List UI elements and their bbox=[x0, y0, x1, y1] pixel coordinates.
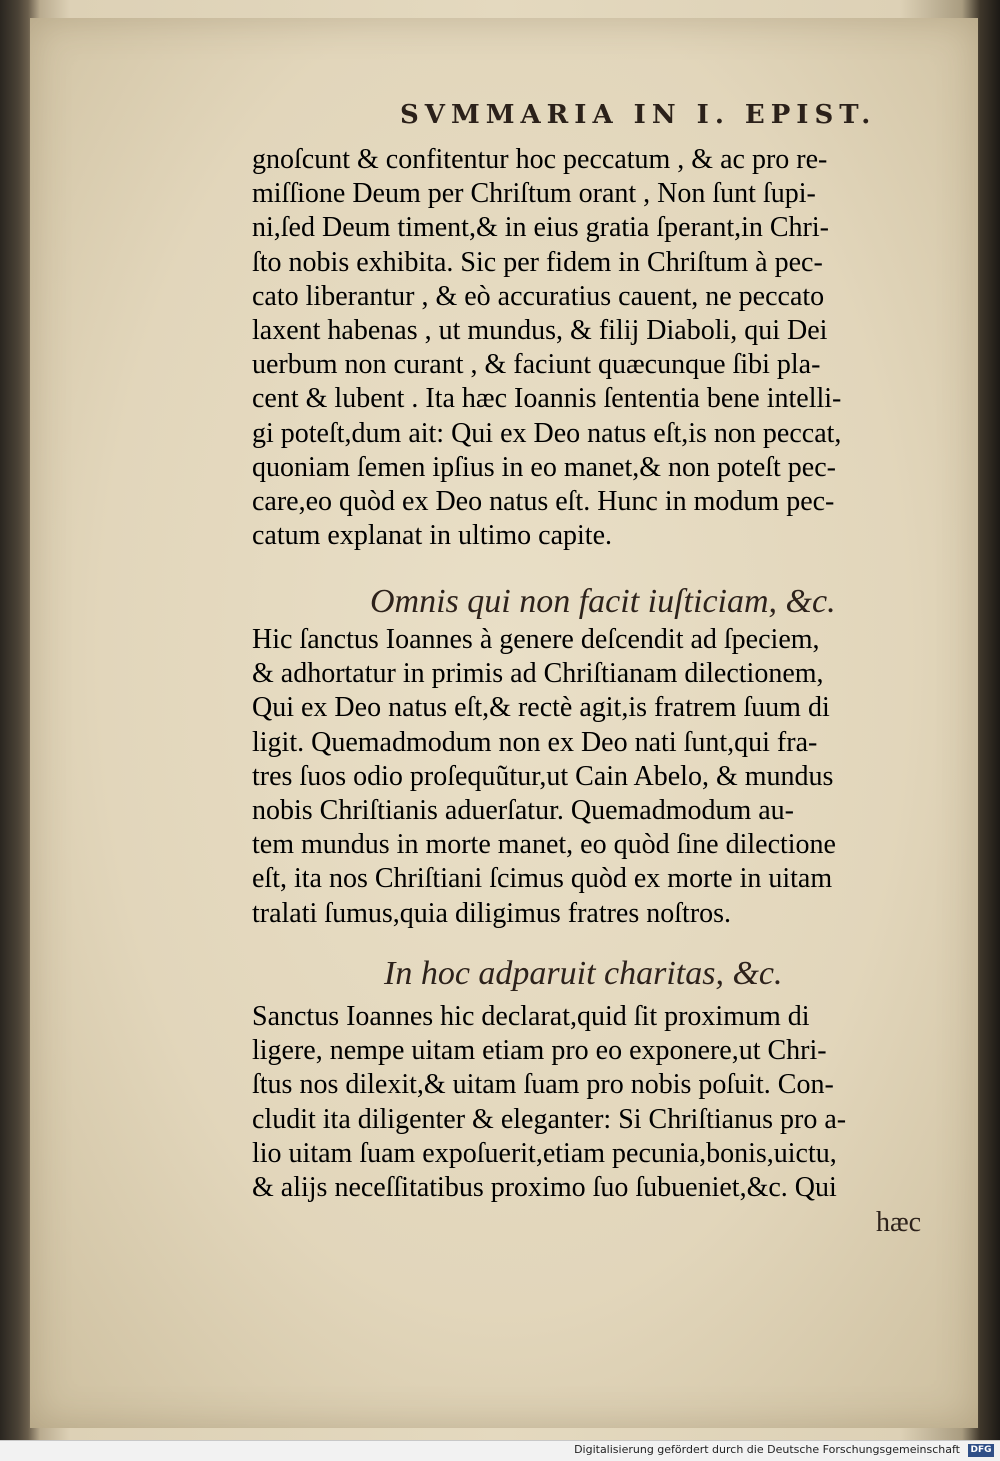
text-line: ni,ſed Deum timent,& in eius gratia ſperant,in Chri- bbox=[252, 212, 829, 244]
text-line: quoniam ſemen ipſius in eo manet,& non poteſt pec- bbox=[252, 451, 836, 483]
text-line: cent & lubent . Ita hæc Ioannis ſententia bene intelli- bbox=[252, 383, 842, 415]
text-line: laxent habenas , ut mundus, & filij Diaboli, qui Dei bbox=[252, 314, 828, 346]
text-line: Hic ſanctus Ioannes à genere deſcendit ad ſpeciem, bbox=[252, 624, 820, 655]
text-line: cludit ita diligenter & eleganter: Si Chriſtianus pro a- bbox=[252, 1103, 847, 1135]
text-line: tres ſuos odio proſequũtur,ut Cain Abelo, & mundus bbox=[252, 760, 834, 792]
text-line: Sanctus Ioannes hic declarat,quid ſit proximum di bbox=[252, 1001, 810, 1032]
text-line: care,eo quòd ex Deo natus eſt. Hunc in modum pec- bbox=[252, 485, 835, 517]
text-line: tem mundus in morte manet, eo quòd ſine dilectione bbox=[252, 829, 836, 861]
text-line: ligere, nempe uitam etiam pro eo exponere,ut Chri- bbox=[252, 1035, 827, 1067]
section-heading-2: In hoc adparuit charitas, &c. bbox=[384, 955, 783, 992]
footer-credit: Digitalisierung gefördert durch die Deutsche Forschungsgemeinschaft bbox=[574, 1443, 960, 1456]
text-line: gi poteſt,dum ait: Qui ex Deo natus eſt,is non peccat, bbox=[252, 417, 842, 449]
text-line: cato liberantur , & eò accuratius cauent, ne peccato bbox=[252, 280, 825, 312]
text-line: catum explanat in ultimo capite. bbox=[252, 520, 612, 552]
text-line: miſſione Deum per Chriſtum orant , Non ſunt ſupi- bbox=[252, 178, 816, 210]
section-heading-1: Omnis qui non facit iuſticiam, &c. bbox=[370, 583, 836, 620]
text-line: gnoſcunt & confitentur hoc peccatum , & ac pro re- bbox=[252, 144, 828, 175]
text-line: nobis Chriſtianis aduerſatur. Quemadmodum au- bbox=[252, 794, 795, 826]
footer-bar bbox=[0, 1440, 1000, 1461]
text-line: ſto nobis exhibita. Sic per fidem in Chriſtum à pec- bbox=[252, 246, 823, 278]
dfg-logo-icon: DFG bbox=[968, 1444, 994, 1457]
text-line: & adhortatur in primis ad Chriſtianam dilectionem, bbox=[252, 658, 824, 690]
text-line: Qui ex Deo natus eſt,& rectè agit,is fratrem ſuum di bbox=[252, 692, 830, 724]
text-line: & alijs neceſſitatibus proximo ſuo ſubueniet,&c. Qui bbox=[252, 1171, 837, 1203]
paragraph-3 bbox=[252, 1000, 846, 1205]
text-line: ſtus nos dilexit,& uitam ſuam pro nobis poſuit. Con- bbox=[252, 1069, 834, 1101]
text-line: uerbum non curant , & faciunt quæcunque ſibi pla- bbox=[252, 349, 821, 381]
catchword: hæc bbox=[876, 1207, 922, 1238]
running-title: SVMMARIA IN I. EPIST. bbox=[400, 100, 877, 130]
paragraph-1 bbox=[252, 143, 841, 553]
text-line: ligit. Quemadmodum non ex Deo nati ſunt,qui fra- bbox=[252, 726, 818, 758]
text-line: tralati ſumus,quia diligimus fratres noſtros. bbox=[252, 897, 732, 929]
paragraph-2 bbox=[252, 623, 836, 931]
text-line: eſt, ita nos Chriſtiani ſcimus quòd ex morte in uitam bbox=[252, 863, 833, 895]
text-line: lio uitam ſuam expoſuerit,etiam pecunia,bonis,uictu, bbox=[252, 1137, 837, 1169]
